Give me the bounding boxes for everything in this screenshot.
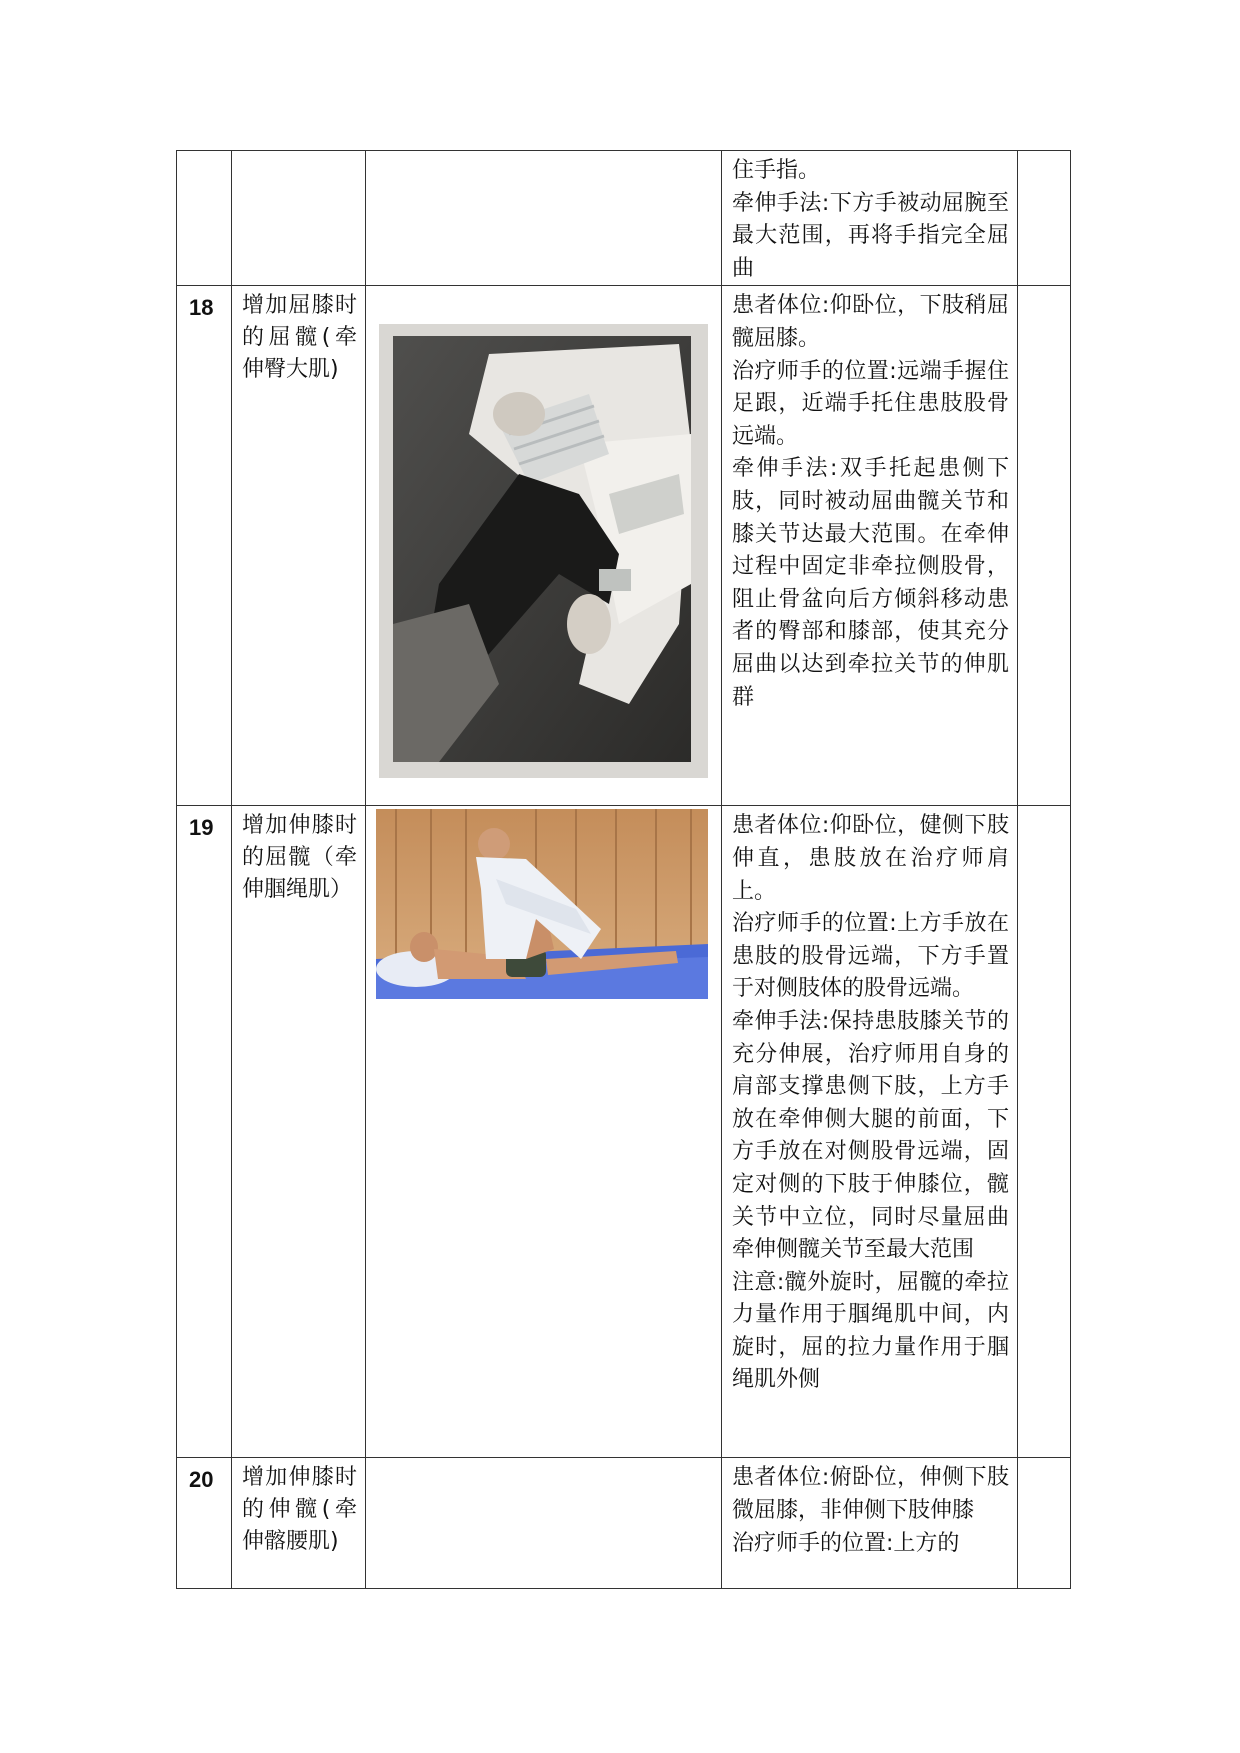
row-number-cell xyxy=(177,151,232,286)
description-cell xyxy=(722,1458,1018,1589)
table-row xyxy=(177,151,1071,286)
hip-flexion-knee-flexion-photo xyxy=(379,324,708,778)
hamstring-stretch-photo xyxy=(376,809,708,999)
table-row xyxy=(177,286,1071,806)
description-line: 患者体位:仰卧位，下肢稍屈髋屈膝。 xyxy=(732,293,1009,351)
technique-name-cell: 增加伸膝时的屈髋（牵伸腘绳肌） xyxy=(232,806,366,1458)
table-row xyxy=(177,806,1071,1458)
description-line: 治疗师手的位置:远端手握住足跟，近端手托住患肢股骨远端。 xyxy=(732,358,1009,449)
stretching-technique-table xyxy=(176,150,1071,1589)
note-cell xyxy=(1018,151,1071,286)
description-cell xyxy=(722,286,1018,806)
image-cell xyxy=(366,286,722,806)
row-number-cell: 19 xyxy=(177,806,232,1458)
image-cell xyxy=(366,806,722,1458)
technique-name-cell xyxy=(232,151,366,286)
note-cell xyxy=(1018,286,1071,806)
description-line: 患者体位:俯卧位，伸侧下肢微屈膝，非伸侧下肢伸膝 xyxy=(732,1465,1009,1523)
table-row xyxy=(177,1458,1071,1589)
note-cell xyxy=(1018,1458,1071,1589)
description-line: 牵伸手法:保持患肢膝关节的充分伸展，治疗师用自身的肩部支撑患侧下肢，上方手放在牵伸侧大腿的前面，下方手放在对侧股骨远端，固定对侧的下肢于伸膝位，髋关节中立位，同时尽量屈曲牵伸侧髋关节至最大范围 xyxy=(732,1008,1009,1263)
technique-name-cell: 增加伸膝时的伸髋(牵伸髂腰肌) xyxy=(232,1458,366,1589)
image-cell xyxy=(366,151,722,286)
description-line: 治疗师手的位置:上方手放在患肢的股骨远端，下方手置于对侧肢体的股骨远端。 xyxy=(732,911,1009,1002)
description-cell xyxy=(722,806,1018,1458)
note-cell xyxy=(1018,806,1071,1458)
description-line: 牵伸手法:下方手被动屈腕至最大范围，再将手指完全屈曲 xyxy=(732,190,1009,281)
description-line: 患者体位:仰卧位，健侧下肢伸直，患肢放在治疗师肩上。 xyxy=(732,813,1009,904)
description-line: 注意:髋外旋时，屈髋的牵拉力量作用于腘绳肌中间，内旋时，屈的拉力量作用于腘绳肌外侧 xyxy=(732,1269,1009,1393)
description-cell xyxy=(722,151,1018,286)
technique-name-cell: 增加屈膝时的屈髋(牵伸臀大肌) xyxy=(232,286,366,806)
image-cell xyxy=(366,1458,722,1589)
description-line: 治疗师手的位置:上方的 xyxy=(732,1530,960,1556)
row-number-cell: 18 xyxy=(177,286,232,806)
row-number-cell: 20 xyxy=(177,1458,232,1589)
description-line: 牵伸手法:双手托起患侧下肢，同时被动屈曲髋关节和膝关节达最大范围。在牵伸过程中固定非牵拉侧股骨，阻止骨盆向后方倾斜移动患者的臀部和膝部，使其充分屈曲以达到牵拉关节的伸肌群 xyxy=(732,456,1009,710)
description-line: 住手指。 xyxy=(732,158,821,183)
